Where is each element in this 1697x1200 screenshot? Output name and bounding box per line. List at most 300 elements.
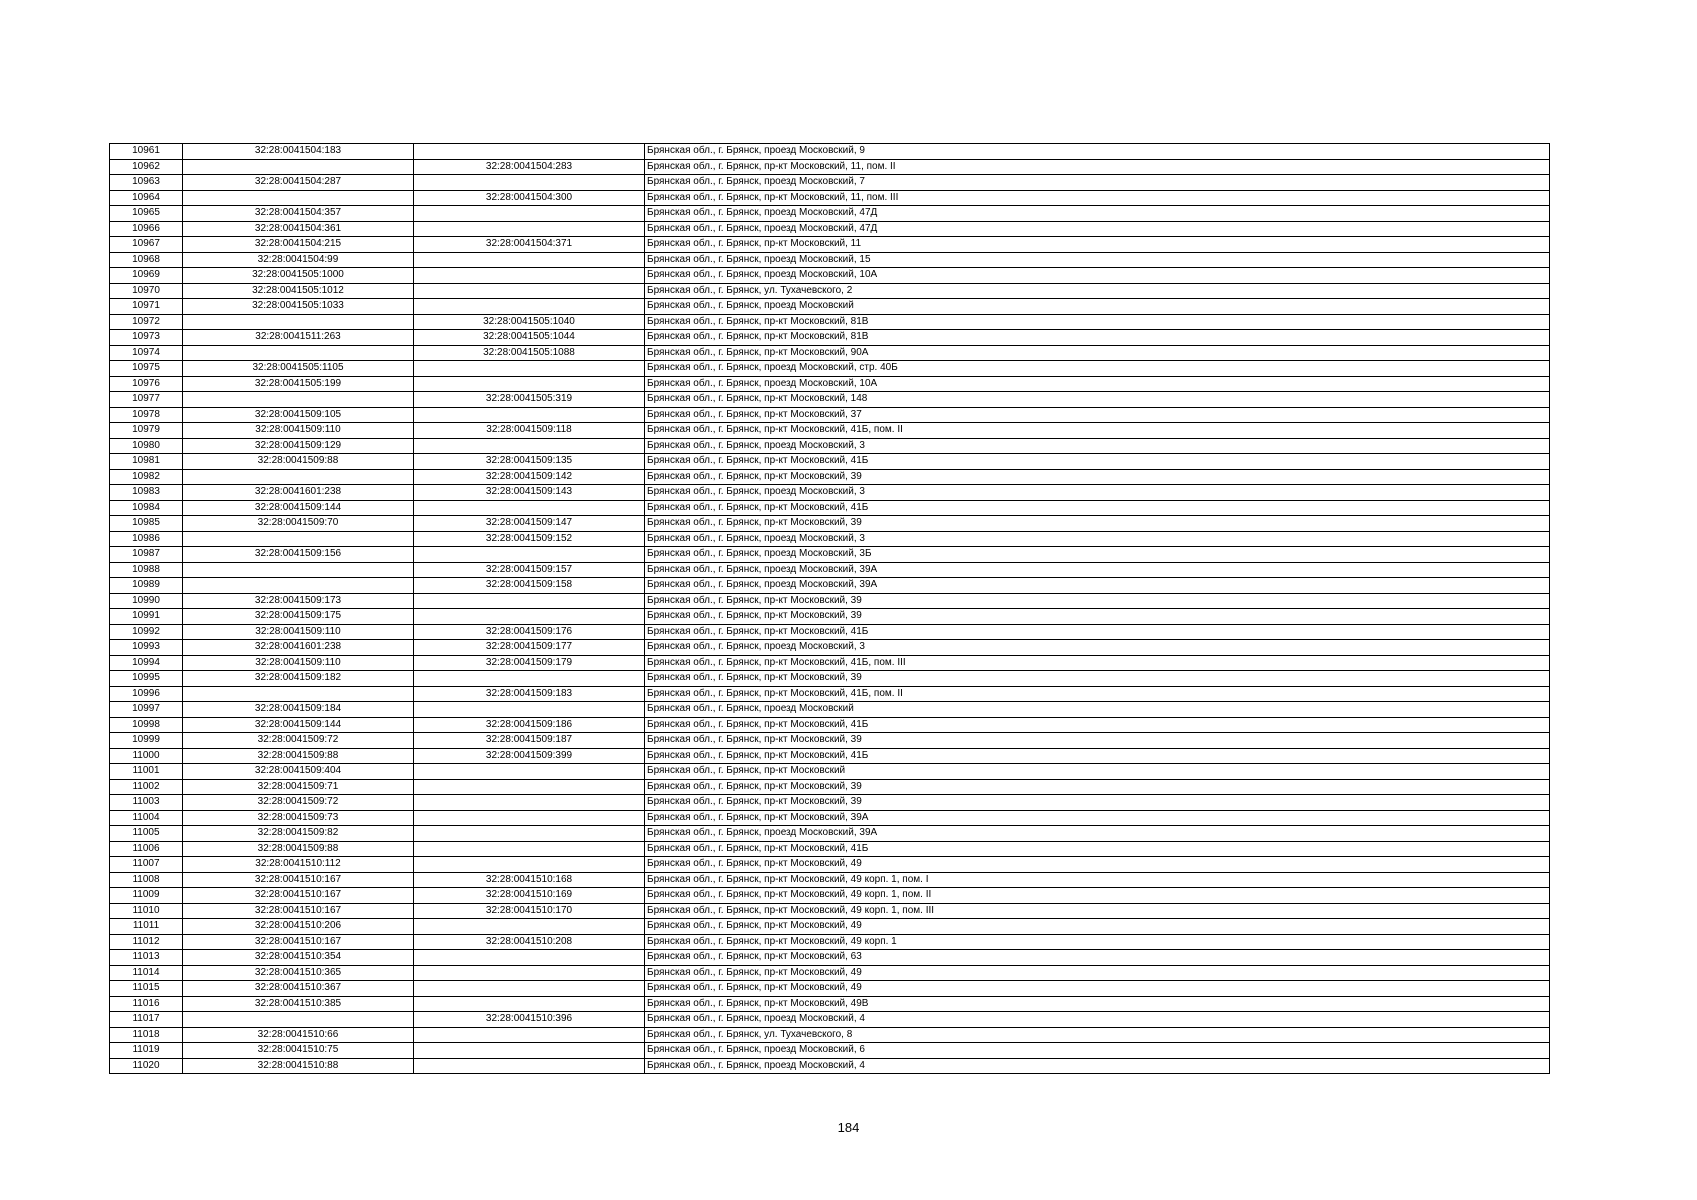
building-cadastral-number-cell <box>414 702 645 718</box>
cadastral-number-cell <box>183 562 414 578</box>
cadastral-number-cell <box>183 345 414 361</box>
building-cadastral-number-cell: 32:28:0041509:135 <box>414 454 645 470</box>
row-number-cell: 11014 <box>110 965 183 981</box>
cadastral-number-cell: 32:28:0041509:105 <box>183 407 414 423</box>
page-number: 184 <box>837 1120 860 1135</box>
table-row <box>110 144 1550 160</box>
address-cell: Брянская обл., г. Брянск, пр-кт Московский, 37 <box>645 407 1550 423</box>
row-number-cell: 11016 <box>110 996 183 1012</box>
address-cell: Брянская обл., г. Брянск, пр-кт Московский, 63 <box>645 950 1550 966</box>
building-cadastral-number-cell <box>414 1043 645 1059</box>
address-cell: Брянская обл., г. Брянск, проезд Московский, 3 <box>645 438 1550 454</box>
cadastral-number-cell: 32:28:0041505:1105 <box>183 361 414 377</box>
cadastral-number-cell: 32:28:0041510:206 <box>183 919 414 935</box>
table-row <box>110 624 1550 640</box>
address-cell: Брянская обл., г. Брянск, проезд Московский, 4 <box>645 1058 1550 1074</box>
row-number-cell: 10990 <box>110 593 183 609</box>
cadastral-number-cell: 32:28:0041509:156 <box>183 547 414 563</box>
address-cell: Брянская обл., г. Брянск, проезд Московский, 3 <box>645 531 1550 547</box>
building-cadastral-number-cell: 32:28:0041509:186 <box>414 717 645 733</box>
table-row <box>110 764 1550 780</box>
row-number-cell: 10962 <box>110 159 183 175</box>
address-cell: Брянская обл., г. Брянск, пр-кт Московский, 39 <box>645 779 1550 795</box>
cadastral-number-cell: 32:28:0041510:367 <box>183 981 414 997</box>
address-cell: Брянская обл., г. Брянск, проезд Московский, 9 <box>645 144 1550 160</box>
building-cadastral-number-cell <box>414 671 645 687</box>
cadastral-number-cell: 32:28:0041509:110 <box>183 655 414 671</box>
row-number-cell: 11002 <box>110 779 183 795</box>
cadastral-number-cell <box>183 392 414 408</box>
address-cell: Брянская обл., г. Брянск, проезд Московский, 39А <box>645 562 1550 578</box>
address-cell: Брянская обл., г. Брянск, пр-кт Московский, 41Б <box>645 500 1550 516</box>
building-cadastral-number-cell: 32:28:0041509:179 <box>414 655 645 671</box>
cadastral-number-cell: 32:28:0041509:144 <box>183 500 414 516</box>
cadastral-number-cell: 32:28:0041505:199 <box>183 376 414 392</box>
cadastral-number-cell: 32:28:0041509:175 <box>183 609 414 625</box>
address-cell: Брянская обл., г. Брянск, пр-кт Московский, 49 <box>645 857 1550 873</box>
table-row <box>110 733 1550 749</box>
building-cadastral-number-cell: 32:28:0041504:283 <box>414 159 645 175</box>
address-cell: Брянская обл., г. Брянск, пр-кт Московский, 11 <box>645 237 1550 253</box>
building-cadastral-number-cell <box>414 1058 645 1074</box>
address-cell: Брянская обл., г. Брянск, пр-кт Московский, 81В <box>645 314 1550 330</box>
row-number-cell: 10975 <box>110 361 183 377</box>
cadastral-number-cell: 32:28:0041510:354 <box>183 950 414 966</box>
cadastral-number-cell: 32:28:0041504:183 <box>183 144 414 160</box>
cadastral-number-cell: 32:28:0041510:167 <box>183 934 414 950</box>
building-cadastral-number-cell: 32:28:0041505:319 <box>414 392 645 408</box>
building-cadastral-number-cell <box>414 857 645 873</box>
address-cell: Брянская обл., г. Брянск, пр-кт Московский, 41Б, пом. III <box>645 655 1550 671</box>
address-cell: Брянская обл., г. Брянск, пр-кт Московский, 49 <box>645 981 1550 997</box>
row-number-cell: 10996 <box>110 686 183 702</box>
row-number-cell: 10961 <box>110 144 183 160</box>
table-row <box>110 810 1550 826</box>
row-number-cell: 10989 <box>110 578 183 594</box>
registry-table <box>109 143 1550 1074</box>
building-cadastral-number-cell: 32:28:0041509:147 <box>414 516 645 532</box>
table-row <box>110 1012 1550 1028</box>
address-cell: Брянская обл., г. Брянск, проезд Московский, 39А <box>645 826 1550 842</box>
cadastral-number-cell: 32:28:0041510:66 <box>183 1027 414 1043</box>
table-row <box>110 903 1550 919</box>
table-row <box>110 841 1550 857</box>
cadastral-number-cell <box>183 578 414 594</box>
address-cell: Брянская обл., г. Брянск, проезд Московский, 10А <box>645 376 1550 392</box>
cadastral-number-cell: 32:28:0041509:71 <box>183 779 414 795</box>
table-row <box>110 578 1550 594</box>
table-row <box>110 640 1550 656</box>
building-cadastral-number-cell <box>414 996 645 1012</box>
address-cell: Брянская обл., г. Брянск, проезд Московский, 39А <box>645 578 1550 594</box>
building-cadastral-number-cell: 32:28:0041504:300 <box>414 190 645 206</box>
building-cadastral-number-cell: 32:28:0041510:169 <box>414 888 645 904</box>
row-number-cell: 10964 <box>110 190 183 206</box>
building-cadastral-number-cell <box>414 593 645 609</box>
address-cell: Брянская обл., г. Брянск, пр-кт Московский, 11, пом. III <box>645 190 1550 206</box>
cadastral-number-cell: 32:28:0041509:72 <box>183 733 414 749</box>
row-number-cell: 10967 <box>110 237 183 253</box>
cadastral-number-cell: 32:28:0041504:99 <box>183 252 414 268</box>
table-row <box>110 1043 1550 1059</box>
cadastral-number-cell: 32:28:0041509:182 <box>183 671 414 687</box>
address-cell: Брянская обл., г. Брянск, пр-кт Московский, 41Б <box>645 624 1550 640</box>
building-cadastral-number-cell <box>414 547 645 563</box>
address-cell: Брянская обл., г. Брянск, пр-кт Московский, 41Б <box>645 841 1550 857</box>
building-cadastral-number-cell: 32:28:0041509:142 <box>414 469 645 485</box>
row-number-cell: 10968 <box>110 252 183 268</box>
table-row <box>110 361 1550 377</box>
building-cadastral-number-cell: 32:28:0041504:371 <box>414 237 645 253</box>
building-cadastral-number-cell <box>414 950 645 966</box>
building-cadastral-number-cell <box>414 919 645 935</box>
cadastral-number-cell: 32:28:0041509:88 <box>183 748 414 764</box>
cadastral-number-cell: 32:28:0041509:184 <box>183 702 414 718</box>
address-cell: Брянская обл., г. Брянск, проезд Московский <box>645 702 1550 718</box>
cadastral-number-cell: 32:28:0041509:173 <box>183 593 414 609</box>
row-number-cell: 10993 <box>110 640 183 656</box>
building-cadastral-number-cell <box>414 299 645 315</box>
row-number-cell: 10970 <box>110 283 183 299</box>
cadastral-number-cell: 32:28:0041509:82 <box>183 826 414 842</box>
cadastral-number-cell: 32:28:0041505:1000 <box>183 268 414 284</box>
row-number-cell: 10986 <box>110 531 183 547</box>
cadastral-number-cell <box>183 469 414 485</box>
cadastral-number-cell: 32:28:0041511:263 <box>183 330 414 346</box>
address-cell: Брянская обл., г. Брянск, пр-кт Московский, 39 <box>645 469 1550 485</box>
row-number-cell: 10976 <box>110 376 183 392</box>
cadastral-number-cell: 32:28:0041601:238 <box>183 640 414 656</box>
table-row <box>110 857 1550 873</box>
table-row <box>110 330 1550 346</box>
cadastral-number-cell: 32:28:0041510:167 <box>183 903 414 919</box>
building-cadastral-number-cell <box>414 841 645 857</box>
address-cell: Брянская обл., г. Брянск, проезд Московский, 3 <box>645 485 1550 501</box>
cadastral-number-cell <box>183 314 414 330</box>
building-cadastral-number-cell <box>414 407 645 423</box>
building-cadastral-number-cell: 32:28:0041509:143 <box>414 485 645 501</box>
building-cadastral-number-cell <box>414 609 645 625</box>
table-row <box>110 965 1550 981</box>
table-row <box>110 221 1550 237</box>
table-row <box>110 950 1550 966</box>
cadastral-number-cell: 32:28:0041504:357 <box>183 206 414 222</box>
address-cell: Брянская обл., г. Брянск, проезд Московский, 6 <box>645 1043 1550 1059</box>
building-cadastral-number-cell: 32:28:0041509:118 <box>414 423 645 439</box>
row-number-cell: 10987 <box>110 547 183 563</box>
cadastral-number-cell: 32:28:0041509:72 <box>183 795 414 811</box>
row-number-cell: 10971 <box>110 299 183 315</box>
building-cadastral-number-cell <box>414 221 645 237</box>
table-row <box>110 655 1550 671</box>
address-cell: Брянская обл., г. Брянск, пр-кт Московский, 39 <box>645 609 1550 625</box>
cadastral-number-cell: 32:28:0041505:1012 <box>183 283 414 299</box>
table-row <box>110 717 1550 733</box>
cadastral-number-cell: 32:28:0041509:73 <box>183 810 414 826</box>
row-number-cell: 10973 <box>110 330 183 346</box>
table-row <box>110 175 1550 191</box>
row-number-cell: 11015 <box>110 981 183 997</box>
address-cell: Брянская обл., г. Брянск, пр-кт Московский, 41Б, пом. II <box>645 686 1550 702</box>
table-row <box>110 531 1550 547</box>
table-row <box>110 981 1550 997</box>
cadastral-number-cell: 32:28:0041509:110 <box>183 624 414 640</box>
row-number-cell: 11005 <box>110 826 183 842</box>
table-row <box>110 686 1550 702</box>
cadastral-number-cell: 32:28:0041504:215 <box>183 237 414 253</box>
row-number-cell: 10997 <box>110 702 183 718</box>
building-cadastral-number-cell: 32:28:0041510:396 <box>414 1012 645 1028</box>
table-row <box>110 593 1550 609</box>
cadastral-number-cell: 32:28:0041504:361 <box>183 221 414 237</box>
building-cadastral-number-cell <box>414 810 645 826</box>
row-number-cell: 10983 <box>110 485 183 501</box>
row-number-cell: 11006 <box>110 841 183 857</box>
row-number-cell: 11018 <box>110 1027 183 1043</box>
row-number-cell: 10982 <box>110 469 183 485</box>
table-row <box>110 345 1550 361</box>
table-row <box>110 1058 1550 1074</box>
address-cell: Брянская обл., г. Брянск, ул. Тухачевского, 2 <box>645 283 1550 299</box>
row-number-cell: 11003 <box>110 795 183 811</box>
table-row <box>110 547 1550 563</box>
table-row <box>110 934 1550 950</box>
table-row <box>110 516 1550 532</box>
address-cell: Брянская обл., г. Брянск, пр-кт Московский, 49В <box>645 996 1550 1012</box>
cadastral-number-cell: 32:28:0041509:88 <box>183 454 414 470</box>
row-number-cell: 11011 <box>110 919 183 935</box>
cadastral-number-cell: 32:28:0041509:144 <box>183 717 414 733</box>
row-number-cell: 11013 <box>110 950 183 966</box>
table-row <box>110 996 1550 1012</box>
address-cell: Брянская обл., г. Брянск, пр-кт Московский, 11, пом. II <box>645 159 1550 175</box>
table-row <box>110 919 1550 935</box>
address-cell: Брянская обл., г. Брянск, проезд Московский, 7 <box>645 175 1550 191</box>
address-cell: Брянская обл., г. Брянск, пр-кт Московский, 49 корп. 1, пом. II <box>645 888 1550 904</box>
building-cadastral-number-cell: 32:28:0041510:168 <box>414 872 645 888</box>
cadastral-number-cell: 32:28:0041504:287 <box>183 175 414 191</box>
address-cell: Брянская обл., г. Брянск, пр-кт Московский, 41Б, пом. II <box>645 423 1550 439</box>
building-cadastral-number-cell: 32:28:0041509:157 <box>414 562 645 578</box>
row-number-cell: 11004 <box>110 810 183 826</box>
row-number-cell: 10972 <box>110 314 183 330</box>
address-cell: Брянская обл., г. Брянск, пр-кт Московский <box>645 764 1550 780</box>
building-cadastral-number-cell <box>414 361 645 377</box>
table-row <box>110 1027 1550 1043</box>
row-number-cell: 10980 <box>110 438 183 454</box>
address-cell: Брянская обл., г. Брянск, пр-кт Московский, 41Б <box>645 454 1550 470</box>
building-cadastral-number-cell: 32:28:0041509:158 <box>414 578 645 594</box>
address-cell: Брянская обл., г. Брянск, пр-кт Московский, 49 корп. 1, пом. III <box>645 903 1550 919</box>
building-cadastral-number-cell <box>414 252 645 268</box>
building-cadastral-number-cell: 32:28:0041509:176 <box>414 624 645 640</box>
cadastral-number-cell <box>183 190 414 206</box>
row-number-cell: 10978 <box>110 407 183 423</box>
row-number-cell: 10984 <box>110 500 183 516</box>
address-cell: Брянская обл., г. Брянск, проезд Московский, стр. 40Б <box>645 361 1550 377</box>
row-number-cell: 10999 <box>110 733 183 749</box>
cadastral-number-cell: 32:28:0041509:129 <box>183 438 414 454</box>
cadastral-number-cell <box>183 159 414 175</box>
building-cadastral-number-cell <box>414 500 645 516</box>
row-number-cell: 10991 <box>110 609 183 625</box>
building-cadastral-number-cell: 32:28:0041505:1088 <box>414 345 645 361</box>
cadastral-number-cell <box>183 1012 414 1028</box>
table-row <box>110 237 1550 253</box>
building-cadastral-number-cell <box>414 376 645 392</box>
table-row <box>110 299 1550 315</box>
address-cell: Брянская обл., г. Брянск, ул. Тухачевского, 8 <box>645 1027 1550 1043</box>
cadastral-number-cell: 32:28:0041509:110 <box>183 423 414 439</box>
row-number-cell: 11000 <box>110 748 183 764</box>
cadastral-number-cell <box>183 531 414 547</box>
building-cadastral-number-cell: 32:28:0041509:177 <box>414 640 645 656</box>
cadastral-number-cell: 32:28:0041510:75 <box>183 1043 414 1059</box>
address-cell: Брянская обл., г. Брянск, пр-кт Московский, 90А <box>645 345 1550 361</box>
cadastral-number-cell: 32:28:0041505:1033 <box>183 299 414 315</box>
table-row <box>110 702 1550 718</box>
table-row <box>110 454 1550 470</box>
cadastral-number-cell: 32:28:0041510:167 <box>183 888 414 904</box>
row-number-cell: 10998 <box>110 717 183 733</box>
building-cadastral-number-cell <box>414 283 645 299</box>
row-number-cell: 10963 <box>110 175 183 191</box>
address-cell: Брянская обл., г. Брянск, пр-кт Московский, 41Б <box>645 748 1550 764</box>
row-number-cell: 11009 <box>110 888 183 904</box>
building-cadastral-number-cell <box>414 826 645 842</box>
cadastral-number-cell <box>183 686 414 702</box>
building-cadastral-number-cell: 32:28:0041509:399 <box>414 748 645 764</box>
table-row <box>110 423 1550 439</box>
cadastral-number-cell: 32:28:0041510:88 <box>183 1058 414 1074</box>
building-cadastral-number-cell: 32:28:0041510:170 <box>414 903 645 919</box>
table-row <box>110 190 1550 206</box>
address-cell: Брянская обл., г. Брянск, пр-кт Московский, 81В <box>645 330 1550 346</box>
address-cell: Брянская обл., г. Брянск, пр-кт Московский, 39 <box>645 795 1550 811</box>
address-cell: Брянская обл., г. Брянск, пр-кт Московский, 41Б <box>645 717 1550 733</box>
table-row <box>110 671 1550 687</box>
table-row <box>110 392 1550 408</box>
building-cadastral-number-cell: 32:28:0041509:187 <box>414 733 645 749</box>
building-cadastral-number-cell: 32:28:0041505:1040 <box>414 314 645 330</box>
cadastral-number-cell: 32:28:0041509:404 <box>183 764 414 780</box>
row-number-cell: 10974 <box>110 345 183 361</box>
table-row <box>110 376 1550 392</box>
address-cell: Брянская обл., г. Брянск, пр-кт Московский, 49 <box>645 965 1550 981</box>
cadastral-number-cell: 32:28:0041510:112 <box>183 857 414 873</box>
building-cadastral-number-cell <box>414 965 645 981</box>
address-cell: Брянская обл., г. Брянск, пр-кт Московский, 49 корп. 1, пом. I <box>645 872 1550 888</box>
table-row <box>110 826 1550 842</box>
table-row <box>110 268 1550 284</box>
registry-table-body <box>110 144 1550 1074</box>
building-cadastral-number-cell <box>414 795 645 811</box>
building-cadastral-number-cell: 32:28:0041510:208 <box>414 934 645 950</box>
address-cell: Брянская обл., г. Брянск, пр-кт Московский, 148 <box>645 392 1550 408</box>
building-cadastral-number-cell <box>414 779 645 795</box>
row-number-cell: 10979 <box>110 423 183 439</box>
row-number-cell: 10985 <box>110 516 183 532</box>
address-cell: Брянская обл., г. Брянск, проезд Московский, 47Д <box>645 221 1550 237</box>
table-row <box>110 438 1550 454</box>
address-cell: Брянская обл., г. Брянск, проезд Московский, 3 <box>645 640 1550 656</box>
cadastral-number-cell: 32:28:0041510:167 <box>183 872 414 888</box>
table-row <box>110 872 1550 888</box>
table-row <box>110 609 1550 625</box>
table-row <box>110 500 1550 516</box>
address-cell: Брянская обл., г. Брянск, проезд Московский, 3Б <box>645 547 1550 563</box>
building-cadastral-number-cell <box>414 144 645 160</box>
table-row <box>110 159 1550 175</box>
row-number-cell: 11012 <box>110 934 183 950</box>
building-cadastral-number-cell <box>414 1027 645 1043</box>
table-row <box>110 314 1550 330</box>
building-cadastral-number-cell: 32:28:0041505:1044 <box>414 330 645 346</box>
table-row <box>110 748 1550 764</box>
building-cadastral-number-cell <box>414 206 645 222</box>
row-number-cell: 10966 <box>110 221 183 237</box>
row-number-cell: 11017 <box>110 1012 183 1028</box>
address-cell: Брянская обл., г. Брянск, проезд Московский, 4 <box>645 1012 1550 1028</box>
table-row <box>110 795 1550 811</box>
row-number-cell: 10965 <box>110 206 183 222</box>
table-row <box>110 469 1550 485</box>
cadastral-number-cell: 32:28:0041510:365 <box>183 965 414 981</box>
building-cadastral-number-cell <box>414 175 645 191</box>
table-row <box>110 888 1550 904</box>
address-cell: Брянская обл., г. Брянск, пр-кт Московский, 39 <box>645 733 1550 749</box>
table-row <box>110 206 1550 222</box>
row-number-cell: 11020 <box>110 1058 183 1074</box>
building-cadastral-number-cell <box>414 981 645 997</box>
address-cell: Брянская обл., г. Брянск, проезд Московский, 47Д <box>645 206 1550 222</box>
cadastral-number-cell: 32:28:0041601:238 <box>183 485 414 501</box>
table-row <box>110 283 1550 299</box>
row-number-cell: 10988 <box>110 562 183 578</box>
row-number-cell: 10977 <box>110 392 183 408</box>
cadastral-number-cell: 32:28:0041509:70 <box>183 516 414 532</box>
building-cadastral-number-cell: 32:28:0041509:152 <box>414 531 645 547</box>
row-number-cell: 11007 <box>110 857 183 873</box>
cadastral-number-cell: 32:28:0041510:385 <box>183 996 414 1012</box>
row-number-cell: 10994 <box>110 655 183 671</box>
cadastral-number-cell: 32:28:0041509:88 <box>183 841 414 857</box>
building-cadastral-number-cell <box>414 438 645 454</box>
address-cell: Брянская обл., г. Брянск, проезд Московский <box>645 299 1550 315</box>
address-cell: Брянская обл., г. Брянск, проезд Московский, 10А <box>645 268 1550 284</box>
address-cell: Брянская обл., г. Брянск, пр-кт Московский, 39А <box>645 810 1550 826</box>
address-cell: Брянская обл., г. Брянск, пр-кт Московский, 49 корп. 1 <box>645 934 1550 950</box>
building-cadastral-number-cell <box>414 764 645 780</box>
table-row <box>110 562 1550 578</box>
address-cell: Брянская обл., г. Брянск, пр-кт Московский, 39 <box>645 516 1550 532</box>
table-row <box>110 252 1550 268</box>
building-cadastral-number-cell <box>414 268 645 284</box>
table-row <box>110 485 1550 501</box>
address-cell: Брянская обл., г. Брянск, проезд Московский, 15 <box>645 252 1550 268</box>
row-number-cell: 10992 <box>110 624 183 640</box>
row-number-cell: 10995 <box>110 671 183 687</box>
row-number-cell: 11008 <box>110 872 183 888</box>
row-number-cell: 10981 <box>110 454 183 470</box>
row-number-cell: 11010 <box>110 903 183 919</box>
row-number-cell: 11001 <box>110 764 183 780</box>
address-cell: Брянская обл., г. Брянск, пр-кт Московский, 49 <box>645 919 1550 935</box>
building-cadastral-number-cell: 32:28:0041509:183 <box>414 686 645 702</box>
table-row <box>110 407 1550 423</box>
address-cell: Брянская обл., г. Брянск, пр-кт Московский, 39 <box>645 671 1550 687</box>
table-row <box>110 779 1550 795</box>
